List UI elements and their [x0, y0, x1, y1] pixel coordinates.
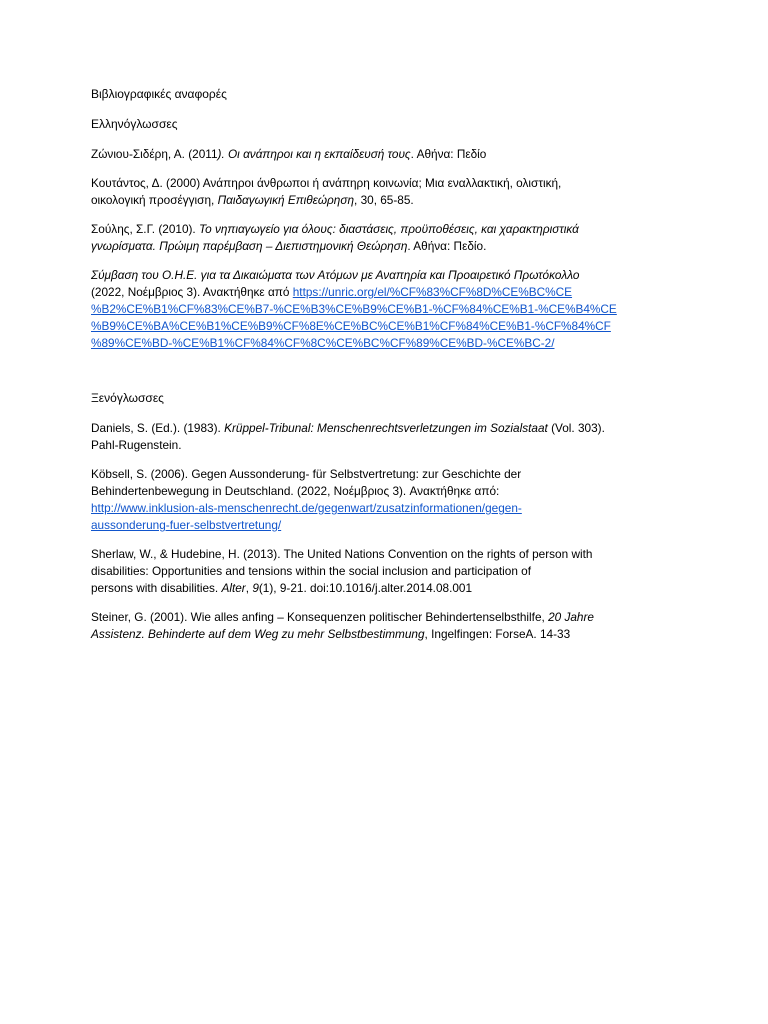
heading-bibliography: Βιβλιογραφικές αναφορές [91, 87, 227, 101]
ref-text: Steiner, G. (2001). Wie alles anfing – Konsequenzen politischer Behindertenselbsthilfe, [91, 610, 549, 624]
ref-text: . Αθήνα: Πεδίο [410, 147, 487, 161]
ref-title: Το νηπιαγωγείο για όλους: διαστάσεις, προϋποθέσεις, και χαρακτηριστικά [199, 222, 579, 236]
reference-koutantos [91, 175, 661, 209]
ref-journal: Alter [221, 581, 246, 595]
reference-koebsell [91, 466, 661, 534]
document-content [91, 86, 661, 655]
reference-zoniou-sideri [91, 146, 661, 163]
ref-line: Pahl-Rugenstein. [91, 438, 182, 452]
unric-link-cont[interactable]: %B2%CE%B1%CF%83%CE%B7-%CE%B3%CE%B9%CE%B1-%CF%84%CE%B1-%CE%B4%CE [91, 302, 617, 316]
ref-text: Σούλης, Σ.Γ. (2010). [91, 222, 199, 236]
reference-steiner [91, 609, 661, 643]
inklusion-link-cont[interactable]: aussonderung-fuer-selbstvertretung/ [91, 518, 282, 532]
ref-text: οικολογική προσέγγιση, [91, 193, 218, 207]
ref-title: Assistenz. Behinderte auf dem Weg zu mehr Selbstbestimmung [91, 627, 425, 641]
heading-foreign-sources: Ξενόγλωσσες [91, 391, 164, 405]
ref-title: ). Οι ανάπηροι και η εκπαίδευσή τους [217, 147, 411, 161]
ref-volume: 9 [252, 581, 259, 595]
ref-journal: Παιδαγωγική Επιθεώρηση [217, 193, 355, 207]
ref-title: 20 Jahre [548, 610, 594, 624]
unric-link-cont[interactable]: %B9%CE%BA%CE%B1%CE%B9%CF%8E%CE%BC%CE%B1%CF%84%CE%B1-%CF%84%CF [91, 319, 611, 333]
ref-text: persons with disabilities. [91, 581, 222, 595]
ref-text: (2022, Νοέμβριος 3). Ανακτήθηκε από [91, 285, 293, 299]
ref-line: Κουτάντος, Δ. (2000) Ανάπηροι άνθρωποι ή ανάπηρη κοινωνία; Μια εναλλακτική, ολιστική, [91, 176, 562, 190]
reference-daniels [91, 420, 661, 454]
reference-soulis [91, 221, 661, 255]
heading-greek-sources: Ελληνόγλωσσες [91, 117, 178, 131]
ref-text: , Ingelfingen: ForseA. 14-33 [424, 627, 571, 641]
ref-text: (Vol. 303). [547, 421, 605, 435]
ref-text: Ζώνιου-Σιδέρη, Α. (2011 [91, 147, 218, 161]
ref-title: Krüppel-Tribunal: Menschenrechtsverletzungen im Sozialstaat [224, 421, 548, 435]
ref-title: γνωρίσματα. Πρώιμη παρέμβαση – Διεπιστημονική Θεώρηση [91, 239, 408, 253]
ref-text: , 30, 65-85. [354, 193, 414, 207]
inklusion-link[interactable]: http://www.inklusion-als-menschenrecht.de/gegenwart/zusatzinformationen/gegen- [91, 501, 522, 515]
unric-link-cont[interactable]: %89%CE%BD-%CE%B1%CF%84%CF%8C%CE%BC%CF%89%CE%BD-%CE%BC-2/ [91, 336, 555, 350]
ref-text: , [245, 581, 253, 595]
ref-line: Köbsell, S. (2006). Gegen Aussonderung- für Selbstvertretung: zur Geschichte der [91, 467, 522, 481]
ref-title: Σύμβαση του Ο.Η.Ε. για τα Δικαιώματα των Ατόμων με Αναπηρία και Προαιρετικό Πρωτόκολλο [91, 268, 580, 282]
ref-text: Daniels, S. (Ed.). (1983). [91, 421, 225, 435]
ref-line: Behindertenbewegung in Deutschland. (2022, Νοέμβριος 3). Ανακτήθηκε από: [91, 484, 500, 498]
reference-un-convention [91, 267, 661, 352]
reference-sherlaw [91, 546, 661, 597]
ref-line: Sherlaw, W., & Hudebine, H. (2013). The United Nations Convention on the rights of person with [91, 547, 593, 561]
ref-line: disabilities: Opportunities and tensions within the social inclusion and participation of [91, 564, 532, 578]
ref-text: . Αθήνα: Πεδίο. [407, 239, 487, 253]
ref-text: (1), 9-21. doi:10.1016/j.alter.2014.08.001 [258, 581, 473, 595]
unric-link[interactable]: https://unric.org/el/%CF%83%CF%8D%CE%BC%CE [292, 285, 573, 299]
